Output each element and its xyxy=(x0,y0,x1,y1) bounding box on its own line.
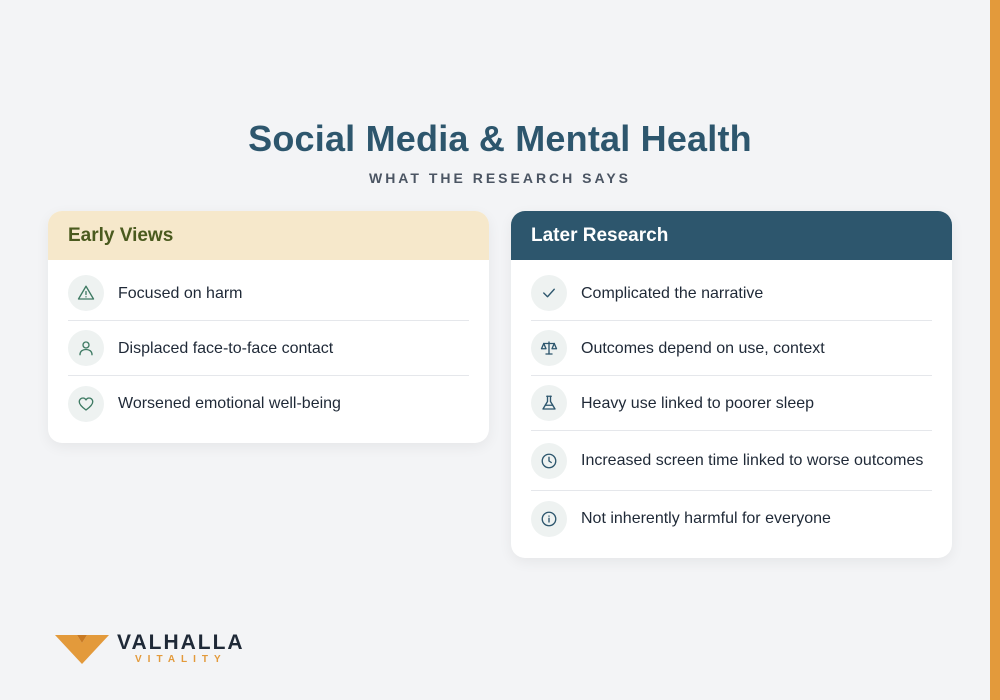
list-item-text: Focused on harm xyxy=(118,284,243,302)
page-title: Social Media & Mental Health xyxy=(248,118,752,159)
list-item xyxy=(531,266,932,321)
list-item-text: Increased screen time linked to worse outcomes xyxy=(581,452,924,469)
list-item-text: Outcomes depend on use, context xyxy=(581,339,825,357)
list-item xyxy=(531,376,932,431)
warning-icon xyxy=(68,275,104,311)
list-item xyxy=(68,376,469,431)
person-icon xyxy=(68,330,104,366)
scale-icon xyxy=(531,330,567,366)
info-icon xyxy=(531,501,567,537)
accent-bar xyxy=(990,0,1000,700)
later-research-card xyxy=(511,211,952,558)
list-item-text: Displaced face-to-face contact xyxy=(118,339,334,357)
logo-name: VALHALLA xyxy=(117,631,245,654)
early-views-card xyxy=(48,211,489,443)
flask-icon xyxy=(531,385,567,421)
list-item-text: Worsened emotional well-being xyxy=(118,395,341,412)
page-subtitle: WHAT THE RESEARCH SAYS xyxy=(368,170,632,186)
brand-logo xyxy=(55,632,245,666)
list-item-text: Not inherently harmful for everyone xyxy=(581,510,831,527)
later-research-header: Later Research xyxy=(511,211,952,260)
logo-tagline: VITALITY xyxy=(135,654,227,665)
list-item xyxy=(531,431,932,491)
list-item xyxy=(531,491,932,546)
list-item xyxy=(68,321,469,376)
heart-icon xyxy=(68,386,104,422)
list-item-text: Complicated the narrative xyxy=(581,284,764,302)
early-views-header: Early Views xyxy=(48,211,489,260)
clock-icon xyxy=(531,443,567,479)
list-item xyxy=(68,266,469,321)
logo-mark-icon xyxy=(55,633,109,665)
check-icon xyxy=(531,275,567,311)
list-item-text: Heavy use linked to poorer sleep xyxy=(581,394,815,412)
list-item xyxy=(531,321,932,376)
